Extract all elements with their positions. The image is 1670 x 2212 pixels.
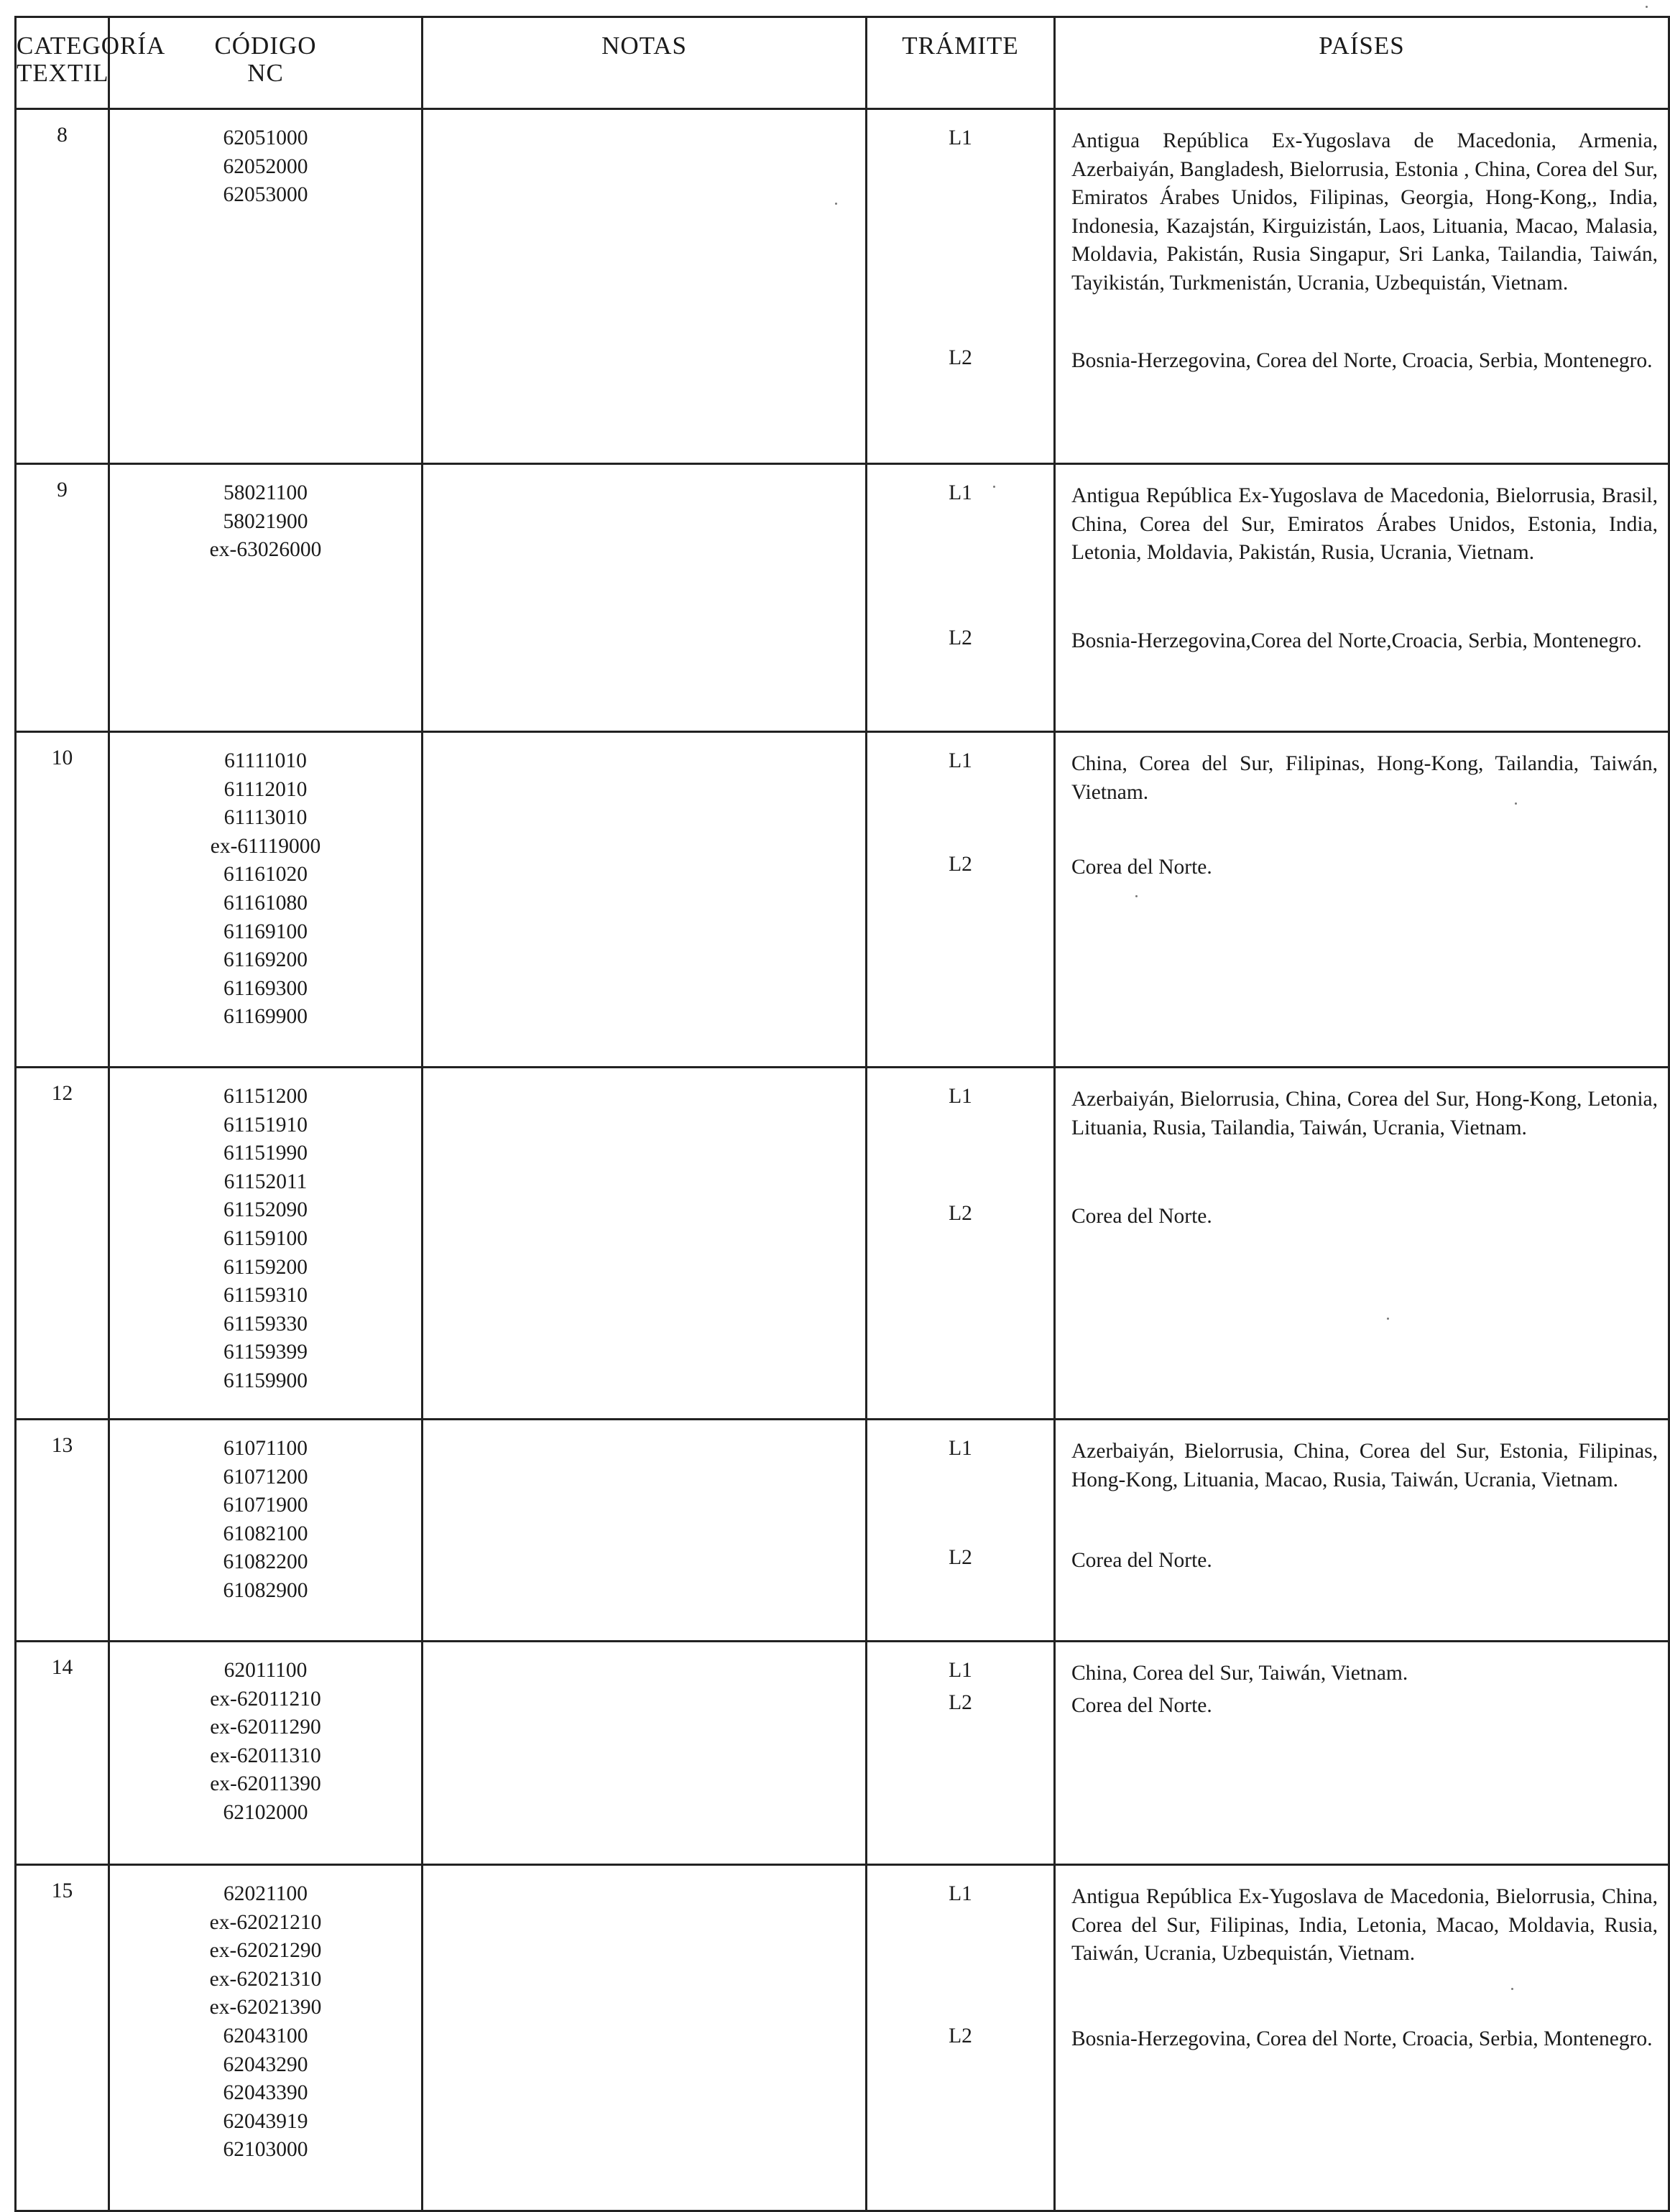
tramite-cell: [867, 1068, 1055, 1420]
nc-code: 58021900: [223, 509, 308, 533]
scan-speck: [1511, 1988, 1513, 1990]
header-codigo-line1: CÓDIGO: [214, 32, 317, 60]
nc-code: 61169300: [223, 976, 308, 1000]
notes-cell: [423, 732, 867, 1068]
category-cell: 8: [16, 109, 109, 464]
header-categoria-line1: CATEGORÍA: [17, 32, 166, 60]
nc-code: 61112010: [223, 777, 308, 801]
tramite-label: L2: [949, 1546, 972, 1569]
nc-codes-cell: [109, 732, 423, 1068]
countries-list: Antigua República Ex-Yugoslava de Macedonia, Armenia, Azerbaiyán, Bangladesh, Bielorrusia, Estonia , China, Corea del Sur, Emiratos Árabes Unidos, Filipinas, Georgia, Hong-Kong,, India, Indonesia, Kazajstán, Kirguizistán, Laos, Lituania, Macao, Malasia, Moldavia, Pakistán, Rusia Singapur, Sri Lanka, Tailandia, Taiwán, Tayikistán, Turkmenistán, Ucrania, Uzbequistán, Vietnam.: [1071, 129, 1658, 295]
scan-speck: [835, 203, 837, 205]
countries-list: Azerbaiyán, Bielorrusia, China, Corea del Sur, Hong-Kong, Letonia, Lituania, Rusia, Tailandia, Taiwán, Ucrania, Vietnam.: [1071, 1088, 1658, 1139]
nc-code: 61152090: [223, 1198, 308, 1222]
tramite-cell: [867, 1420, 1055, 1642]
nc-code: ex-61119000: [210, 834, 321, 858]
tramite-label: L1: [949, 1659, 972, 1682]
tramite-label: L1: [949, 481, 972, 504]
nc-code: 62053000: [223, 183, 308, 207]
nc-code: 62043390: [223, 2081, 308, 2105]
header-paises: PAÍSES: [1055, 17, 1669, 109]
tramite-label: L1: [949, 1085, 972, 1108]
scan-speck: [1515, 802, 1517, 805]
header-categoria: [16, 17, 166, 109]
table-row: [16, 109, 1669, 464]
nc-code: 61152011: [223, 1170, 308, 1193]
notes-cell: [423, 1642, 867, 1865]
countries-list: China, Corea del Sur, Taiwán, Vietnam.: [1071, 1662, 1408, 1685]
notes-cell: [423, 109, 867, 464]
countries-list: China, Corea del Sur, Filipinas, Hong-Kong, Tailandia, Taiwán, Vietnam.: [1071, 752, 1658, 804]
nc-code: 62043290: [223, 2053, 308, 2076]
nc-code: 61151910: [223, 1113, 308, 1137]
nc-code: 61071100: [223, 1437, 308, 1460]
nc-code: ex-62011290: [210, 1716, 321, 1739]
tramite-label: L2: [949, 346, 972, 369]
tramite-label: L1: [949, 1882, 972, 1905]
countries-list: Corea del Norte.: [1071, 1205, 1212, 1228]
tramite-label: L1: [949, 1437, 972, 1460]
tramite-cell: [867, 732, 1055, 1068]
nc-code: ex-62011390: [210, 1772, 321, 1796]
nc-codes-cell: [109, 1642, 423, 1865]
nc-code: 62052000: [223, 154, 308, 178]
nc-code: 61169200: [223, 948, 308, 972]
nc-code: ex-62021290: [209, 1939, 322, 1963]
nc-code: ex-63026000: [209, 538, 322, 562]
countries-list: Bosnia-Herzegovina,Corea del Norte,Croacia, Serbia, Montenegro.: [1071, 629, 1642, 652]
nc-code: 62043100: [223, 2024, 308, 2047]
nc-code: 61159100: [223, 1226, 308, 1250]
countries-list: Corea del Norte.: [1071, 1549, 1212, 1572]
countries-cell: [1055, 1068, 1669, 1420]
category-cell: 10: [16, 732, 109, 1068]
notes-cell: [423, 1068, 867, 1420]
table-row: [16, 1068, 1669, 1420]
nc-code: 61169900: [223, 1005, 308, 1029]
notes-cell: [423, 1420, 867, 1642]
nc-codes-cell: [109, 1420, 423, 1642]
tramite-label: L2: [949, 1202, 972, 1225]
nc-code: 62021100: [223, 1882, 308, 1905]
nc-code: ex-62021210: [209, 1910, 322, 1934]
nc-code: ex-62011310: [210, 1744, 321, 1767]
nc-code: 61159900: [223, 1369, 308, 1392]
header-row: [16, 17, 1669, 109]
countries-cell: [1055, 464, 1669, 732]
countries-list: Corea del Norte.: [1071, 856, 1212, 879]
category-cell: 13: [16, 1420, 109, 1642]
nc-code: 61082900: [223, 1578, 308, 1602]
countries-cell: [1055, 1865, 1669, 2211]
header-tramite: TRÁMITE: [867, 17, 1055, 109]
scan-speck: [1646, 6, 1648, 8]
countries-list: Bosnia-Herzegovina, Corea del Norte, Croacia, Serbia, Montenegro.: [1071, 2027, 1653, 2050]
nc-code: 61111010: [224, 749, 307, 772]
notes-cell: [423, 464, 867, 732]
tramite-cell: [867, 109, 1055, 464]
nc-code: 61159310: [223, 1284, 308, 1308]
tramite-label: L1: [949, 749, 972, 772]
countries-list: Antigua República Ex-Yugoslava de Macedonia, Bielorrusia, Brasil, China, Corea del Sur, Emiratos Árabes Unidos, Estonia, India, Letonia, Moldavia, Pakistán, Rusia, Ucrania, Vietnam.: [1071, 484, 1658, 565]
nc-codes-cell: [109, 109, 423, 464]
header-categoria-line2: TEXTIL: [17, 59, 109, 87]
tramite-label: L2: [949, 626, 972, 649]
nc-code: 61159399: [223, 1341, 308, 1364]
countries-cell: [1055, 1420, 1669, 1642]
tramite-cell: [867, 464, 1055, 732]
nc-code: 62043919: [223, 2109, 308, 2133]
category-cell: 14: [16, 1642, 109, 1865]
tramite-label: L2: [949, 2024, 972, 2047]
nc-code: 61071200: [223, 1465, 308, 1489]
countries-list: Corea del Norte.: [1071, 1694, 1212, 1717]
nc-codes-cell: [109, 1068, 423, 1420]
table-row: [16, 732, 1669, 1068]
nc-code: 62102000: [223, 1800, 308, 1824]
tramite-cell: [867, 1865, 1055, 2211]
nc-code: 61159330: [223, 1312, 308, 1336]
table-row: [16, 464, 1669, 732]
category-cell: 15: [16, 1865, 109, 2211]
tramite-label: L2: [949, 853, 972, 876]
countries-cell: [1055, 732, 1669, 1068]
scan-speck: [1387, 1318, 1389, 1320]
nc-code: 58021100: [223, 481, 308, 504]
nc-code: 62011100: [223, 1659, 308, 1682]
tramite-cell: [867, 1642, 1055, 1865]
nc-code: 61071900: [223, 1494, 308, 1517]
nc-code: ex-62021390: [209, 1996, 322, 2019]
header-notas: NOTAS: [423, 17, 867, 109]
category-cell: 9: [16, 464, 109, 732]
countries-list: Bosnia-Herzegovina, Corea del Norte, Croacia, Serbia, Montenegro.: [1071, 349, 1653, 372]
nc-code: 61113010: [223, 806, 308, 830]
table-row: [16, 1642, 1669, 1865]
countries-list: Azerbaiyán, Bielorrusia, China, Corea del Sur, Estonia, Filipinas, Hong-Kong, Lituania, Macao, Rusia, Taiwán, Ucrania, Vietnam.: [1071, 1440, 1658, 1491]
nc-code: ex-62011210: [210, 1687, 321, 1711]
tramite-label: L2: [949, 1691, 972, 1714]
nc-code: 61082200: [223, 1550, 308, 1574]
nc-code: 61169100: [223, 920, 308, 943]
nc-codes-cell: [109, 464, 423, 732]
nc-code: 62051000: [223, 126, 308, 149]
textile-categories-table: [14, 16, 1670, 2212]
nc-code: 61082100: [223, 1522, 308, 1545]
header-codigo: [109, 17, 423, 109]
nc-code: 61151200: [223, 1085, 308, 1108]
nc-code: 61159200: [223, 1255, 308, 1279]
countries-cell: [1055, 1642, 1669, 1865]
header-codigo-line2: NC: [247, 59, 284, 87]
countries-list: Antigua República Ex-Yugoslava de Macedonia, Bielorrusia, China, Corea del Sur, Filipinas, India, Letonia, Macao, Moldavia, Rusia, Taiwán, Ucrania, Uzbequistán, Vietnam.: [1071, 1885, 1658, 1966]
nc-code: 61151990: [223, 1142, 308, 1165]
nc-code: ex-62021310: [209, 1967, 322, 1991]
table-row: [16, 1420, 1669, 1642]
countries-cell: [1055, 109, 1669, 464]
scan-speck: [993, 486, 995, 488]
nc-code: 61161020: [223, 863, 308, 887]
nc-code: 62103000: [223, 2138, 308, 2162]
scan-speck: [1135, 895, 1138, 897]
table-row: [16, 1865, 1669, 2211]
category-cell: 12: [16, 1068, 109, 1420]
tramite-label: L1: [949, 126, 972, 149]
nc-codes-cell: [109, 1865, 423, 2211]
nc-code: 61161080: [223, 891, 308, 915]
notes-cell: [423, 1865, 867, 2211]
